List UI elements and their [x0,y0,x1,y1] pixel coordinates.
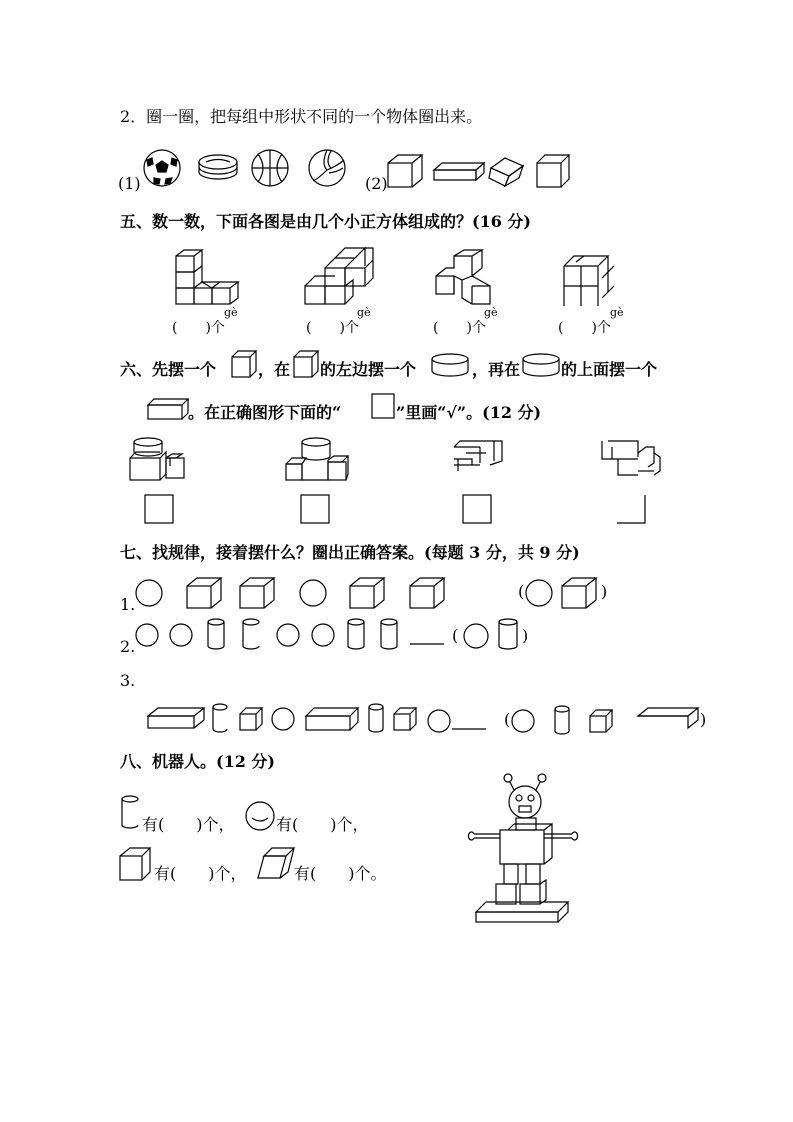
cube-figure-1 [172,246,244,308]
s6-option-4 [598,437,666,483]
circle-icon-r3-1 [270,706,296,732]
circle-icon-r2-2 [168,622,194,648]
cylinder-option-r3[interactable] [552,705,572,735]
blank-line-r2[interactable] [410,640,446,646]
s6-line2-b: ”里画“√”。(12 分) [396,403,542,422]
s8-sphere-count[interactable]: 有( )个， [276,815,369,834]
s5-pinyin-2: gè [357,306,371,319]
cube-option-r3[interactable] [588,708,616,734]
cylinder-icon-r2-4 [378,617,400,651]
cube-figure-2 [303,246,375,308]
cube-icon-r1-1 [185,576,225,610]
cylinder-icon-r2-1 [205,617,227,651]
cube-figure-3 [432,250,494,308]
s5-answer-1[interactable]: ( )个 [172,320,225,336]
s6-line1-b: ，在 [258,360,291,379]
q2-label-1: (1) [118,174,141,193]
s6-line2-a: 。在正确图形下面的“ [188,403,342,422]
basketball-icon[interactable] [250,148,290,188]
s6-option-2 [282,436,352,482]
cuboid-icon-r3-1 [146,706,206,730]
cylinder-icon-r2-3 [345,617,367,651]
cylinder-icon-r3-1 [210,703,230,733]
q2-label-2: (2) [365,174,388,193]
s6-checkbox-2[interactable] [300,494,330,524]
s5-pinyin-4: gè [610,306,624,319]
s5-answer-4[interactable]: ( )个 [558,320,611,336]
s5-answer-2[interactable]: ( )个 [306,320,359,336]
circle-icon-r1-1 [134,578,164,608]
s6-line1-a: 六、先摆一个 [120,360,217,379]
circle-option-r2[interactable] [462,622,490,650]
s6-line1-e: 的上面摆一个 [561,360,658,379]
cube-icon[interactable] [386,153,428,189]
s7-r3-paren-open: ( [504,710,511,729]
cuboid-option-r3[interactable] [636,706,700,730]
s7-r2-paren-open: ( [452,626,459,645]
cube-icon-r1-2 [238,576,278,610]
circle-icon-r3-2 [426,708,452,734]
cube-icon-s6-2 [292,349,322,379]
s7-label-1: 1. [120,595,136,614]
sphere-icon-s8 [244,800,276,832]
cube-option-r1[interactable] [560,576,600,610]
s5-pinyin-3: gè [484,306,498,319]
robot-figure [468,772,580,928]
s5-pinyin-1: gè [224,306,238,319]
cuboid-icon-s8 [256,846,296,880]
long-cuboid-icon[interactable] [432,160,486,184]
cube-icon-r3-2 [392,706,420,732]
cuboid-icon-s6 [146,397,190,421]
soccer-ball-icon[interactable] [142,148,182,188]
cylinder-icon-s6-2 [520,352,562,378]
circle-icon-r2-3 [275,622,301,648]
cylinder-icon-r3-2 [366,703,386,733]
circle-icon-r1-2 [298,578,328,608]
s6-line1-d: ，再在 [472,360,521,379]
cube-icon-s8 [118,846,154,882]
cube-figure-4 [560,252,620,308]
circle-option-r1[interactable] [524,578,554,608]
cylinder-icon-r2-2 [240,617,262,651]
volleyball-icon[interactable] [307,148,347,188]
coin-stack-icon[interactable] [196,153,240,183]
s5-answer-3[interactable]: ( )个 [433,320,486,336]
q2-title: 2．圈一圈，把每组中形状不同的一个物体圈出来。 [120,107,483,126]
s7-r3-paren-close: ) [700,710,707,729]
cylinder-option-r2[interactable] [496,617,520,651]
s7-r2-paren-close: ) [522,626,529,645]
s6-checkbox-3[interactable] [462,494,492,524]
s8-cylinder-count[interactable]: 有( )个， [142,815,235,834]
s6-line1-c: 的左边摆一个 [320,360,417,379]
blank-line-r3[interactable] [452,726,488,732]
s8-cube-count[interactable]: 有( )个， [154,864,247,883]
s7-r1-paren-open: ( [518,582,525,601]
s8-cuboid-count[interactable]: 有( )个。 [294,864,387,883]
cylinder-icon-s8 [118,794,144,830]
cube-icon-r1-3 [348,576,388,610]
cuboid-icon-r3-2 [304,706,360,732]
s6-checkbox-1[interactable] [144,494,174,524]
cube-icon-r1-4 [408,576,448,610]
s8-title: 八、机器人。(12 分) [120,752,275,771]
cube-icon-r3-1 [238,706,266,732]
s5-title: 五、数一数，下面各图是由几个小正方体组成的？(16 分) [120,212,531,231]
s6-option-1 [126,436,192,482]
s6-option-3 [450,437,506,483]
tilted-cube-icon[interactable] [487,152,527,188]
answer-box-icon [370,392,396,420]
s7-title: 七、找规律，接着摆什么？圈出正确答案。(每题 3 分，共 9 分) [120,543,580,562]
cube-icon-s6-1 [230,349,260,379]
circle-option-r3[interactable] [510,708,536,734]
cube-icon-2[interactable] [535,153,575,189]
s7-r1-paren-close: ) [601,582,608,601]
s6-checkbox-4[interactable] [616,494,646,524]
s7-label-3: 3. [120,671,136,690]
s7-label-2: 2. [120,637,136,656]
cylinder-icon-s6-1 [429,352,471,378]
circle-icon-r2-4 [310,622,336,648]
circle-icon-r2-1 [134,622,160,648]
